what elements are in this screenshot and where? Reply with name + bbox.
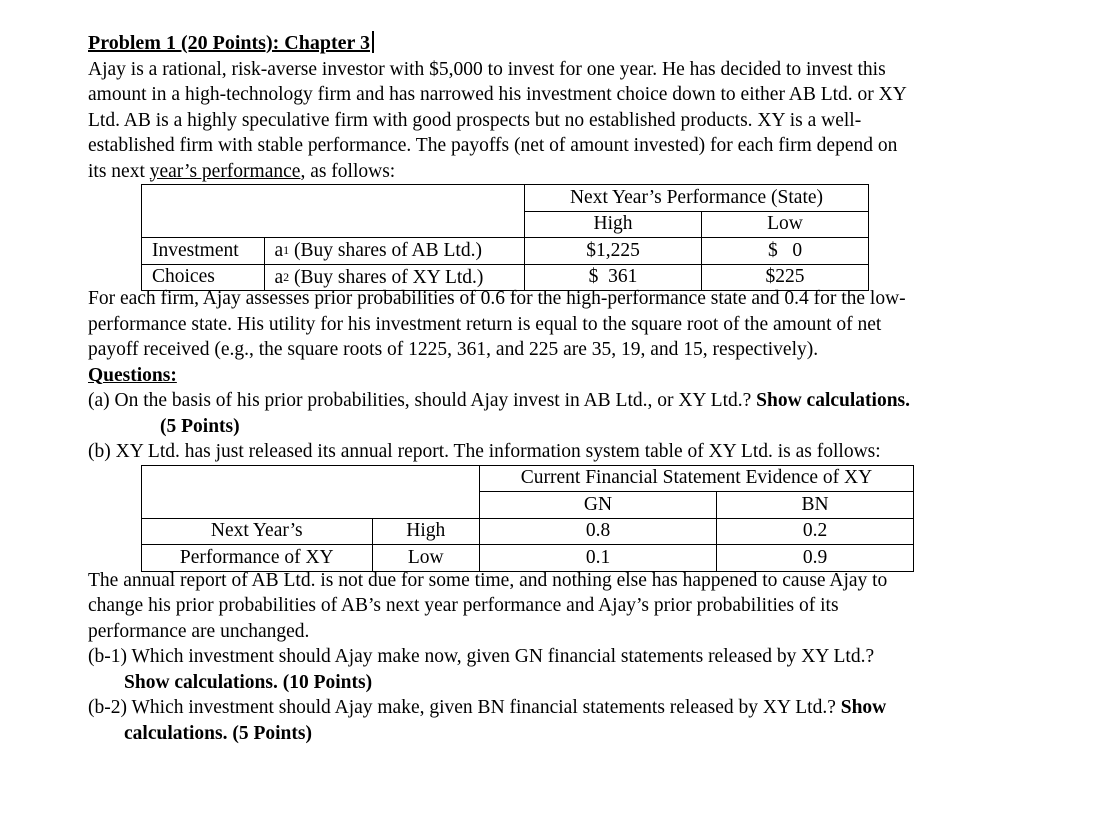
payoff-row-label-1: Investment: [142, 238, 265, 265]
info-state-low: Low: [372, 545, 480, 572]
question-b2-text: (b-2) Which investment should Ajay make, given BN financial statements released by XY Ltd.?: [88, 697, 841, 718]
payoff-col-high: High: [525, 211, 702, 238]
action-subscript: 2: [283, 269, 290, 284]
question-b2-line2-rest: . (5 Points): [222, 722, 312, 744]
intro-line-2: amount in a high-technology firm and has narrowed his investment choice down to either AB Ltd. or XY: [88, 84, 907, 105]
info-low-bn: 0.9: [717, 545, 914, 572]
problem-document: [88, 31, 1078, 746]
intro-prefix: its next: [88, 160, 150, 182]
payoff-row-label-2: Choices: [142, 264, 265, 291]
action-subscript: 1: [283, 243, 290, 258]
question-b-intro: (b) XY Ltd. has just released its annual report. The information system table of XY Ltd. is as follows:: [88, 441, 881, 462]
question-b1-bold: Show calculations. (10 Points): [124, 671, 373, 693]
text-cursor: [372, 31, 374, 53]
intro-line-5: [88, 159, 1078, 185]
intro-line-4: established firm with stable performance. The payoffs (net of amount invested) for each firm depend on: [88, 135, 898, 156]
payoff-table-header: Next Year’s Performance (State): [525, 185, 869, 212]
payoff-action-a1: [264, 238, 525, 265]
question-b2-bold-inline: Show: [840, 697, 887, 718]
payoff-action-a2: [264, 264, 525, 291]
prior-line-3: payoff received (e.g., the square roots of 1225, 361, and 225 are 35, 19, and 15, respectively).: [88, 339, 819, 360]
payoff-table: [141, 184, 869, 291]
question-b2-bold-line2: calculations: [124, 722, 223, 744]
info-col-bn: BN: [717, 492, 914, 519]
info-row-label-1: Next Year’s: [142, 518, 373, 545]
payoff-a2-high: $ 361: [525, 264, 702, 291]
prior-line-2: performance state. His utility for his investment return is equal to the square root of the amount of net: [88, 313, 882, 335]
intro-line-1: Ajay is a rational, risk-averse investor with $5,000 to invest for one year. He has decided to invest this: [88, 58, 886, 80]
info-high-gn: 0.8: [480, 518, 717, 545]
intro-line-3: Ltd. AB is a highly speculative firm with good prospects but no established products. XY is a well-: [88, 109, 862, 131]
after-table-line-1: The annual report of AB Ltd. is not due for some time, and nothing else has happened to cause Ajay to: [88, 569, 888, 591]
after-table-line-2: change his prior probabilities of AB’s next year performance and Ajay’s prior probabilities of its: [88, 595, 839, 616]
question-a-bold: Show calculations.: [756, 390, 911, 411]
info-table: [141, 465, 914, 572]
action-symbol: a: [274, 240, 284, 262]
payoff-a1-high: $1,225: [525, 238, 702, 265]
questions-heading: Questions:: [88, 364, 177, 386]
action-text: (Buy shares of XY Ltd.): [289, 266, 484, 288]
after-table-line-3: performance are unchanged.: [88, 620, 310, 642]
info-state-high: High: [372, 518, 480, 545]
action-symbol: a: [274, 266, 284, 288]
payoff-table-wrapper: [88, 184, 1078, 286]
payoff-a2-low: $225: [702, 264, 869, 291]
action-text: (Buy shares of AB Ltd.): [289, 240, 482, 262]
question-a: [88, 388, 1078, 414]
info-col-gn: GN: [480, 492, 717, 519]
question-b2: [88, 695, 1078, 721]
info-low-gn: 0.1: [480, 545, 717, 572]
question-b1: (b-1) Which investment should Ajay make now, given GN financial statements released by XY Ltd.?: [88, 646, 875, 667]
question-a-points: (5 Points): [160, 415, 240, 437]
prior-line-1: For each firm, Ajay assesses prior probabilities of 0.6 for the high-performance state and 0.4 for the low-: [88, 288, 906, 309]
question-b2-line2: [88, 721, 1078, 747]
problem-title: Problem 1 (20 Points): Chapter 3: [88, 32, 371, 54]
intro-suffix: , as follows:: [300, 160, 396, 182]
payoff-a1-low: $ 0: [702, 238, 869, 265]
payoff-col-low: Low: [702, 211, 869, 238]
info-high-bn: 0.2: [717, 518, 914, 545]
intro-underlined: year’s performance: [149, 160, 301, 182]
info-table-wrapper: [88, 465, 1078, 568]
info-row-label-2: Performance of XY: [142, 545, 373, 572]
question-a-text: (a) On the basis of his prior probabilities, should Ajay invest in AB Ltd., or XY Ltd.?: [88, 390, 757, 411]
problem-title-line: [88, 31, 1078, 57]
info-table-header: Current Financial Statement Evidence of XY: [480, 465, 914, 492]
